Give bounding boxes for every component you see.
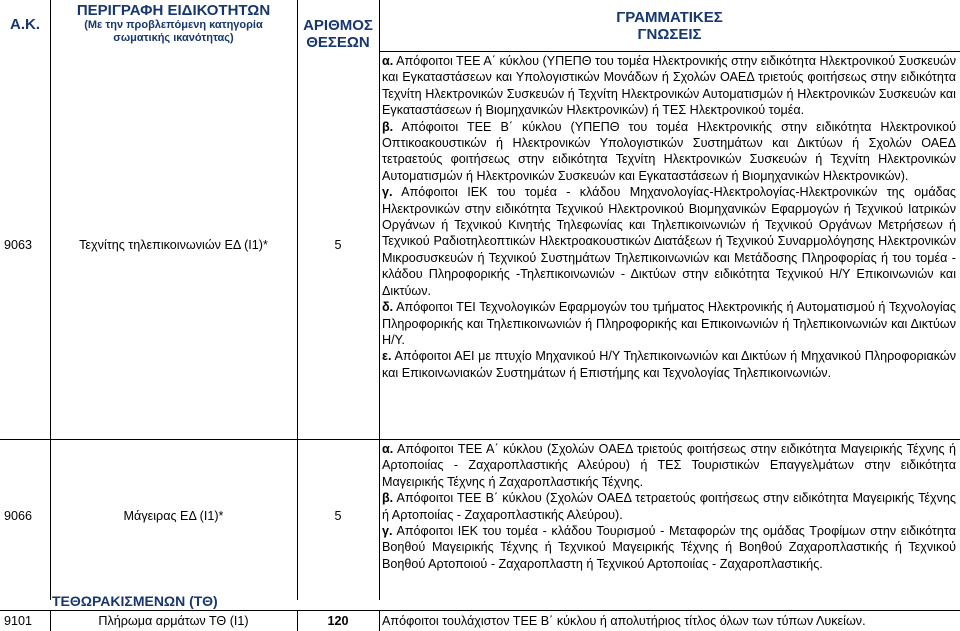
row-9066-qualifications xyxy=(382,441,956,572)
row-9101-code: 9101 xyxy=(4,614,33,628)
header-specialty xyxy=(50,2,297,45)
grid-hline xyxy=(379,51,960,52)
grid-vline xyxy=(379,0,380,600)
grid-vline xyxy=(379,610,380,631)
item-text: Απόφοιτοι ΤΕΕ Α΄ κύκλου (ΥΠΕΠΘ του τομέα Ηλεκτρονικής στην ειδικότητα Ηλεκτρονικού Συσκευών και Εγκαταστάσεων και Υπολογιστικών Μονάδων ή Σχολών ΟΑΕΔ τριετούς φοιτήσεως στην ειδικότητα Τεχνίτη Ηλεκτρονικών Συσκευών ή Τεχνίτη Ηλεκτρονικών Αυτοματισμών ή Ηλεκτρονικών Συσκευών και Εγκαταστάσεων ή Βιομηχανικών Ηλεκτρονικών) ή ΤΕΣ Ηλεκτρονικού τομέα. xyxy=(382,54,956,118)
header-specialty-subtitle: (Με την προβλεπόμενη κατηγορία σωματικής ικανότητας) xyxy=(84,19,263,44)
item-marker: β. xyxy=(382,119,394,134)
section-title: ΤΕΘΩΡΑΚΙΣΜΕΝΩΝ (ΤΘ) xyxy=(52,593,218,609)
item-text: Απόφοιτοι ΤΕΕ Β΄ κύκλου (Σχολών ΟΑΕΔ τετραετούς φοιτήσεως στην ειδικότητα Μαγειρικής Τέχνης ή Αρτοποιίας - Ζαχαροπλαστικής Αλεύρου). xyxy=(382,491,956,522)
row-9063-code: 9063 xyxy=(4,238,33,252)
item-text: Απόφοιτοι ΙΕΚ του τομέα - κλάδου Τουρισμού - Μεταφορών της ομάδας Τροφίμων στην ειδικότητα Βοηθού Μαγειρικής Τέχνης ή Τεχνικού Μαγειρικής Τέχνης ή Βοηθού Ζαχαροπλαστικής ή Τεχνικού Βοηθού Αρτοποιού - Ζαχαροπλαστη ή Τεχνικού Αρτοποιίας - Ζαχαροπλαστικής. xyxy=(382,524,956,571)
item-text: Απόφοιτοι ΤΕΕ Α΄ κύκλου (Σχολών ΟΑΕΔ τριετούς φοιτήσεως στην ειδικότητα Μαγειρικής Τέχνης ή Αρτοποιίας - Ζαχαροπλαστικής Αλεύρου) ή ΤΕΣ Τουριστικών Επαγγελμάτων στην ειδικότητα Μαγειρικής Τέχνης ή Ζαχαροπλαστικής Τέχνης. xyxy=(382,442,956,489)
header-ak xyxy=(0,16,50,33)
row-9101-specialty: Πλήρωμα αρμάτων ΤΘ (Ι1) xyxy=(98,614,249,628)
item-marker: β. xyxy=(382,491,394,506)
row-9066-positions: 5 xyxy=(334,509,342,523)
qualification-item xyxy=(382,441,956,490)
grid-hline xyxy=(0,610,960,611)
item-text: Απόφοιτοι ΤΕΕ Β΄ κύκλου (ΥΠΕΠΘ του τομέα Ηλεκτρονικής στην ειδικότητα Ηλεκτρονικού Οπτικοακουστικών ή Ηλεκτρονικών Υπολογιστικών Συστημάτων και Δικτύων ή Σχολών ΟΑΕΔ τετραετούς φοιτήσεως στην ειδικότητα Τεχνίτη Ηλεκτρονικών Συσκευών ή Τεχνίτη Ηλεκτρονικών Αυτοματισμών ή Ηλεκτρονικών Συσκευών και Εγκαταστάσεων ή Βιομηχανικών Ηλεκτρονικών). xyxy=(382,119,956,183)
grid-hline xyxy=(0,439,960,440)
header-qualifications xyxy=(379,9,960,43)
item-text: Απόφοιτοι ΤΕΙ Τεχνολογικών Εφαρμογών του τμήματος Ηλεκτρονικής ή Αυτοματισμού ή Τεχνολογίας Πληροφορικής και Τηλεπικοινωνιών ή Πληροφορικής και Επικοινωνιών ή Τηλεπικοινωνιών και Δικτύων Η/Υ. xyxy=(382,300,956,347)
header-specialty-title: ΠΕΡΙΓΡΑΦΗ ΕΙΔΙΚΟΤΗΤΩΝ xyxy=(76,2,271,19)
qualification-item xyxy=(382,299,956,348)
item-marker: γ. xyxy=(382,524,393,539)
qualification-item xyxy=(382,119,956,185)
header-positions xyxy=(297,17,379,51)
qualification-item xyxy=(382,348,956,381)
item-marker: δ. xyxy=(382,300,394,315)
item-text: Απόφοιτοι ΑΕΙ με πτυχίο Μηχανικού Η/Υ Τηλεπικοινωνιών και Δικτύων ή Μηχανικού Πληροφοριακών και Επικοινωνιακών Συστημάτων ή Επιστήμης και Τεχνολογίας Τηλεπικοινωνιών. xyxy=(382,349,956,380)
item-marker: γ. xyxy=(382,185,393,200)
item-text: Απόφοιτοι ΙΕΚ του τομέα - κλάδου Μηχανολογίας-Ηλεκτρολογίας-Ηλεκτρονικών της ομάδας Ηλεκτρονικών στην ειδικότητα Τεχνικού Ηλεκτρονικού Βιομηχανικών Εφαρμογών ή Τεχνικού Ιατρικών Οργάνων ή Τεχνικού Κινητής Τηλεφωνίας και Τηλεπικοινωνιών ή Τεχνικού Οργάνων Μετρήσεων ή Τεχνικού Ραδιοτηλεοπτικών Ηλεκτροακουστικών Διατάξεων ή Τεχνικού Συναρμολόγησης Ηλεκτρονικών Μικροσυσκευών ή Τεχνικού Συστημάτων Τηλεπικοινωνιών και Μετάδοσης Πληροφορίας ή του τομέα - κλάδου Πληροφορικής -Τηλεπικοινωνιών - Δικτύων στην ειδικότητα Τεχνικού Η/Υ Επικοινωνιών και Δικτύων. xyxy=(382,185,956,298)
row-9063-specialty: Τεχνίτης τηλεπικοινωνιών ΕΔ (Ι1)* xyxy=(79,238,268,252)
row-9063-qualifications xyxy=(382,53,956,381)
qualification-item xyxy=(382,490,956,523)
row-9066-code: 9066 xyxy=(4,509,33,523)
header-qualifications-line2: ΓΝΩΣΕΙΣ xyxy=(637,26,702,43)
header-positions-line1: ΑΡΙΘΜΟΣ xyxy=(303,17,373,34)
header-qualifications-line1: ΓΡΑΜΜΑΤΙΚΕΣ xyxy=(616,9,723,26)
item-marker: α. xyxy=(382,442,394,456)
row-9066-specialty: Μάγειρας ΕΔ (Ι1)* xyxy=(123,509,224,523)
qualification-item xyxy=(382,523,956,572)
header-ak-label: Α.Κ. xyxy=(10,16,40,33)
qualification-item xyxy=(382,53,956,119)
row-9101-qualifications: Απόφοιτοι τουλάχιστον ΤΕΕ Β΄ κύκλου ή απολυτήριος τίτλος όλων των τύπων Λυκείων. xyxy=(382,614,866,628)
row-9101-positions: 120 xyxy=(327,614,349,628)
item-marker: ε. xyxy=(382,349,392,364)
row-9063-positions: 5 xyxy=(334,238,342,252)
item-marker: α. xyxy=(382,54,394,68)
qualification-item xyxy=(382,184,956,299)
header-positions-line2: ΘΕΣΕΩΝ xyxy=(306,34,370,51)
